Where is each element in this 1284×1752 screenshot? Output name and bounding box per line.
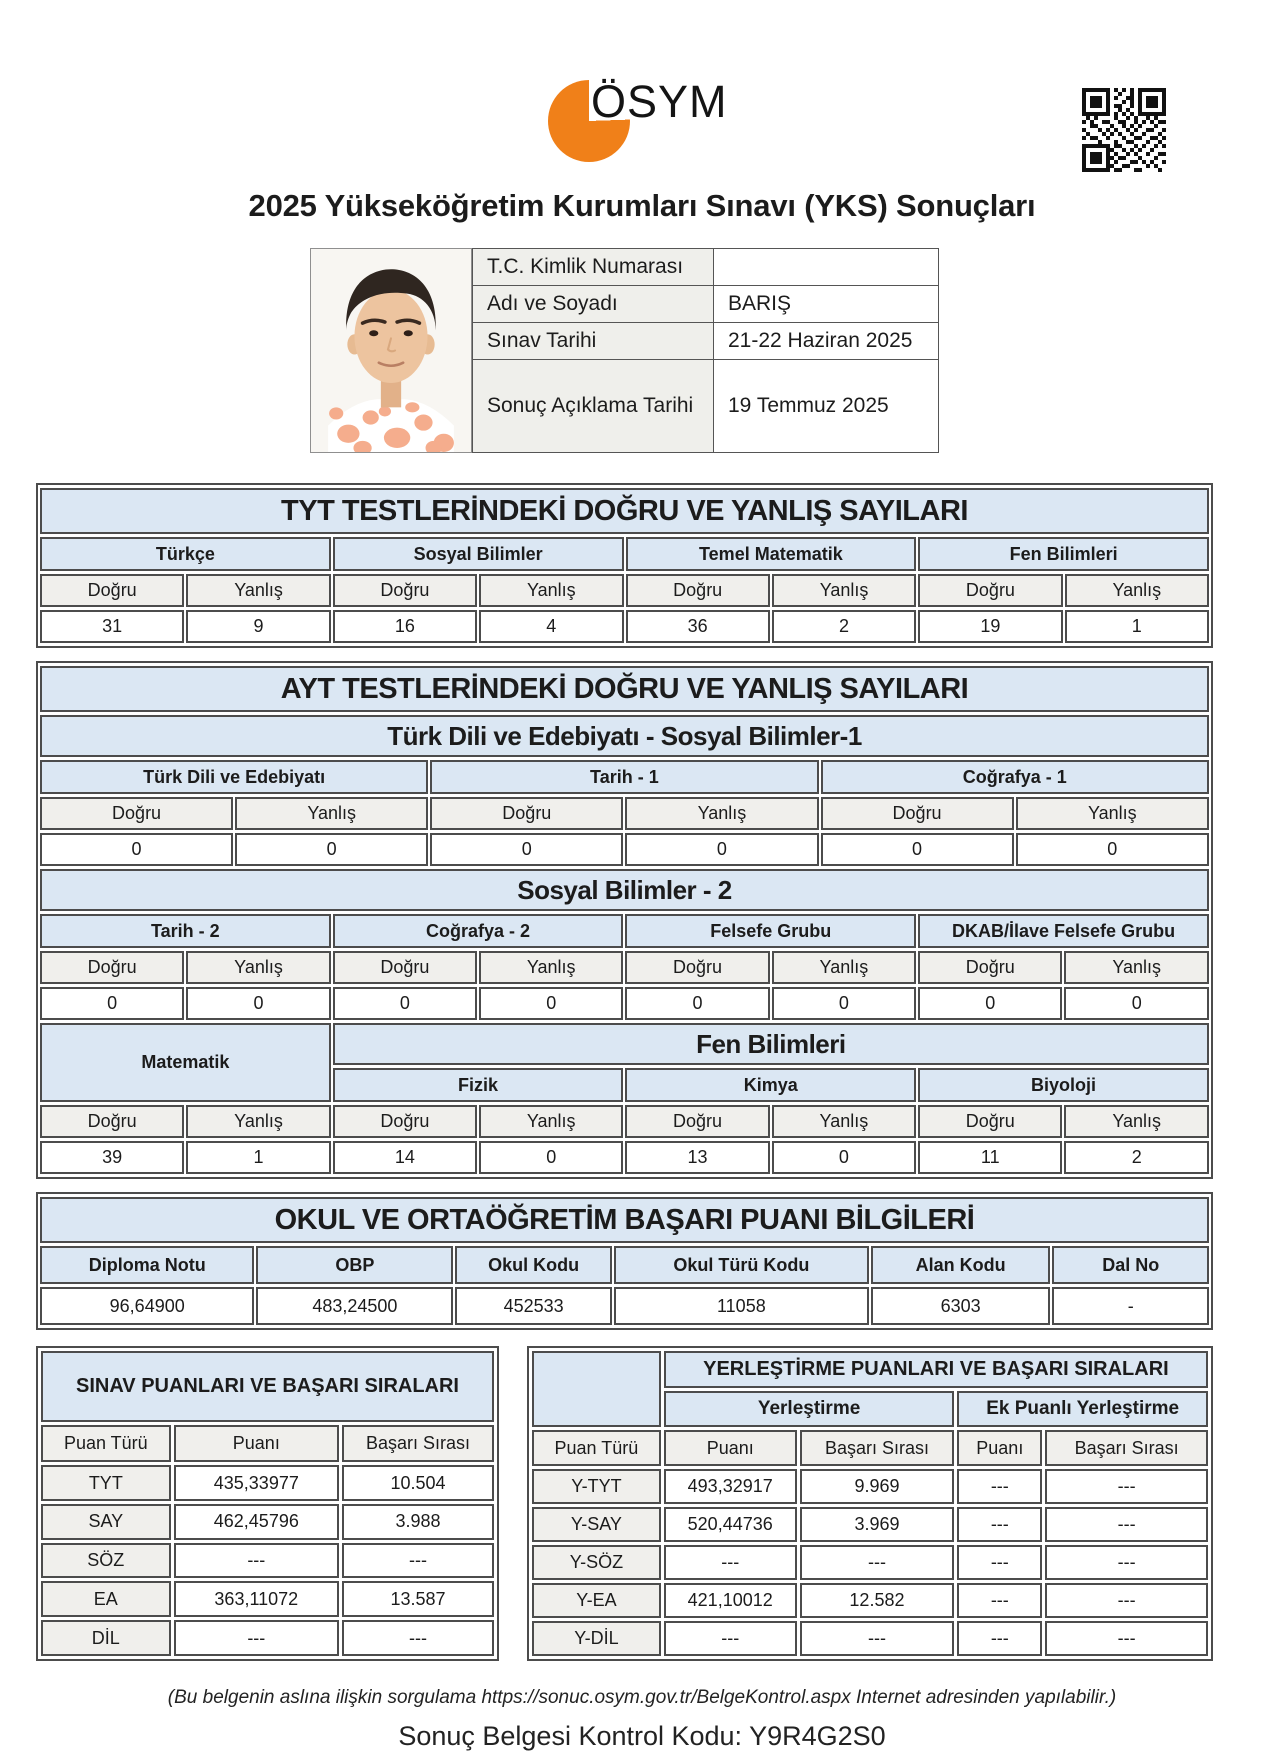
- dogru-value: 13: [625, 1141, 769, 1174]
- group-header: Ek Puanlı Yerleştirme: [957, 1391, 1208, 1427]
- table-row: [532, 1583, 1208, 1618]
- table-row: [40, 1023, 1209, 1065]
- group-header: Yerleştirme: [664, 1391, 955, 1427]
- puan-value: 435,33977: [174, 1465, 339, 1501]
- dogru-label: Doğru: [40, 574, 184, 607]
- field-label: Adı ve Soyadı: [473, 286, 714, 323]
- column-header: Puanı: [664, 1430, 797, 1466]
- table-row: [41, 1543, 494, 1579]
- field-label: Sınav Tarihi: [473, 323, 714, 360]
- dogru-label: Doğru: [430, 797, 623, 830]
- sira-value: 12.582: [800, 1583, 955, 1618]
- yanlis-label: Yanlış: [1016, 797, 1209, 830]
- yanlis-label: Yanlış: [1064, 1105, 1209, 1138]
- column-header: Puan Türü: [41, 1425, 171, 1462]
- puan-value: 363,11072: [174, 1581, 339, 1617]
- yanlis-label: Yanlış: [772, 1105, 916, 1138]
- column-header: Diploma Notu: [40, 1246, 254, 1284]
- column-header: Başarı Sırası: [1045, 1430, 1208, 1466]
- subsection-title: Türk Dili ve Edebiyatı - Sosyal Bilimler-1: [40, 715, 1209, 757]
- cell-value: 11058: [614, 1287, 869, 1325]
- table-row: [40, 914, 1209, 948]
- table-row: [473, 286, 939, 323]
- yanlis-value: 0: [1016, 833, 1209, 866]
- puan-value: 520,44736: [664, 1507, 797, 1542]
- dogru-label: Doğru: [40, 951, 184, 984]
- puan-turu: Y-TYT: [532, 1469, 661, 1504]
- puan-turu: DİL: [41, 1620, 171, 1656]
- yanlis-label: Yanlış: [1064, 951, 1209, 984]
- table-row: [40, 537, 1209, 571]
- table-row: [40, 610, 1209, 643]
- dogru-value: 0: [40, 833, 233, 866]
- personal-info-table: [472, 248, 939, 453]
- yerlestirme-puanlari-table: [527, 1346, 1213, 1661]
- ek-puan-value: ---: [957, 1545, 1042, 1580]
- column-header: Puanı: [957, 1430, 1042, 1466]
- section-title: SINAV PUANLARI VE BAŞARI SIRALARI: [41, 1351, 494, 1422]
- yanlis-label: Yanlış: [625, 797, 818, 830]
- dogru-value: 31: [40, 610, 184, 643]
- dogru-value: 0: [333, 987, 477, 1020]
- dogru-label: Doğru: [918, 951, 1062, 984]
- sira-value: ---: [800, 1545, 955, 1580]
- field-value: 21-22 Haziran 2025: [714, 323, 939, 360]
- tyt-results-table: [36, 483, 1213, 648]
- table-row: [473, 360, 939, 453]
- table-row: [40, 833, 1209, 866]
- yanlis-value: 1: [186, 1141, 330, 1174]
- verification-note: (Bu belgenin aslına ilişkin sorgulama https://sonuc.osym.gov.tr/BelgeKontrol.aspx Internet adresinden yapılabilir.): [167, 1687, 1117, 1708]
- table-row: [532, 1469, 1208, 1504]
- puan-turu: Y-SAY: [532, 1507, 661, 1542]
- dogru-value: 11: [918, 1141, 1062, 1174]
- ek-sira-value: ---: [1045, 1545, 1208, 1580]
- yanlis-label: Yanlış: [479, 1105, 623, 1138]
- score-tables-section: [36, 1346, 1284, 1661]
- subject-header: Türk Dili ve Edebiyatı: [40, 760, 428, 794]
- dogru-label: Doğru: [918, 574, 1062, 607]
- ek-sira-value: ---: [1045, 1583, 1208, 1618]
- dogru-value: 0: [821, 833, 1014, 866]
- sira-value: 3.969: [800, 1507, 955, 1542]
- table-row: [40, 574, 1209, 607]
- dogru-value: 36: [626, 610, 770, 643]
- sira-value: ---: [342, 1543, 494, 1579]
- puan-turu: Y-SÖZ: [532, 1545, 661, 1580]
- sira-value: ---: [342, 1620, 494, 1656]
- subject-header: Fen Bilimleri: [918, 537, 1209, 571]
- yanlis-value: 0: [1064, 987, 1209, 1020]
- table-row: [532, 1351, 1208, 1388]
- puan-turu: Y-EA: [532, 1583, 661, 1618]
- sira-value: 13.587: [342, 1581, 494, 1617]
- subject-header: Coğrafya - 1: [821, 760, 1210, 794]
- dogru-value: 0: [430, 833, 623, 866]
- dogru-label: Doğru: [333, 574, 477, 607]
- puan-turu: SAY: [41, 1504, 171, 1540]
- personal-info-section: [310, 248, 1284, 453]
- yanlis-value: 0: [235, 833, 428, 866]
- yanlis-value: 1: [1065, 610, 1209, 643]
- dogru-value: 19: [918, 610, 1062, 643]
- sinav-puanlari-table: [36, 1346, 499, 1661]
- table-row: [532, 1545, 1208, 1580]
- ek-puan-value: ---: [957, 1507, 1042, 1542]
- table-row: [40, 488, 1209, 534]
- subsection-title: Fen Bilimleri: [333, 1023, 1209, 1065]
- dogru-label: Doğru: [626, 574, 770, 607]
- ek-sira-value: ---: [1045, 1507, 1208, 1542]
- yanlis-label: Yanlış: [772, 574, 916, 607]
- subject-header: DKAB/İlave Felsefe Grubu: [918, 914, 1209, 948]
- table-row: [41, 1351, 494, 1422]
- table-row: [40, 951, 1209, 984]
- cell-value: -: [1052, 1287, 1209, 1325]
- sira-value: 9.969: [800, 1469, 955, 1504]
- column-header: Okul Türü Kodu: [614, 1246, 869, 1284]
- yanlis-value: 0: [186, 987, 330, 1020]
- table-row: [40, 666, 1209, 712]
- table-row: [473, 249, 939, 286]
- field-value: 19 Temmuz 2025: [714, 360, 939, 453]
- table-row: [532, 1621, 1208, 1656]
- table-row: [41, 1620, 494, 1656]
- qr-code-icon: [1082, 88, 1166, 172]
- subject-header: Coğrafya - 2: [333, 914, 624, 948]
- osym-logo-text: ÖSYM: [591, 76, 728, 127]
- yanlis-label: Yanlış: [772, 951, 916, 984]
- yanlis-value: 0: [625, 833, 818, 866]
- table-row: [41, 1465, 494, 1501]
- puan-value: 462,45796: [174, 1504, 339, 1540]
- cell-value: 6303: [871, 1287, 1051, 1325]
- column-header: Dal No: [1052, 1246, 1209, 1284]
- column-header: OBP: [256, 1246, 453, 1284]
- ek-sira-value: ---: [1045, 1621, 1208, 1656]
- subject-header: Temel Matematik: [626, 537, 917, 571]
- ek-puan-value: ---: [957, 1583, 1042, 1618]
- column-header: Başarı Sırası: [800, 1430, 955, 1466]
- dogru-value: 0: [918, 987, 1062, 1020]
- page-title: 2025 Yükseköğretim Kurumları Sınavı (YKS) Sonuçları: [248, 188, 1036, 223]
- table-row: [473, 323, 939, 360]
- dogru-label: Doğru: [625, 1105, 769, 1138]
- qr-code-image: [1082, 88, 1166, 172]
- column-header: Alan Kodu: [871, 1246, 1051, 1284]
- puan-turu: EA: [41, 1581, 171, 1617]
- yanlis-value: 9: [186, 610, 330, 643]
- table-row: [40, 869, 1209, 911]
- ek-puan-value: ---: [957, 1469, 1042, 1504]
- field-label: Sonuç Açıklama Tarihi: [473, 360, 714, 453]
- column-header: Puan Türü: [532, 1430, 661, 1466]
- dogru-value: 0: [40, 987, 184, 1020]
- yanlis-value: 2: [1064, 1141, 1209, 1174]
- puan-value: ---: [174, 1620, 339, 1656]
- subject-header: Fizik: [333, 1068, 624, 1102]
- sira-value: 10.504: [342, 1465, 494, 1501]
- puan-turu: TYT: [41, 1465, 171, 1501]
- portrait-photo: [310, 248, 472, 453]
- column-header: Başarı Sırası: [342, 1425, 494, 1462]
- osym-logo: [548, 76, 778, 176]
- field-label: T.C. Kimlik Numarası: [473, 249, 714, 286]
- column-header: Okul Kodu: [455, 1246, 611, 1284]
- subject-header: Tarih - 1: [430, 760, 818, 794]
- yanlis-label: Yanlış: [479, 574, 623, 607]
- subject-header: Tarih - 2: [40, 914, 331, 948]
- table-row: [40, 1246, 1209, 1284]
- table-row: [40, 1197, 1209, 1243]
- section-title: YERLEŞTİRME PUANLARI VE BAŞARI SIRALARI: [664, 1351, 1208, 1388]
- dogru-value: 39: [40, 1141, 184, 1174]
- ek-sira-value: ---: [1045, 1469, 1208, 1504]
- portrait-photo-image: [311, 249, 471, 452]
- yanlis-value: 0: [772, 987, 916, 1020]
- dogru-label: Doğru: [40, 797, 233, 830]
- ayt-results-table: [36, 661, 1213, 1179]
- yanlis-label: Yanlış: [235, 797, 428, 830]
- sira-value: 3.988: [342, 1504, 494, 1540]
- table-row: [532, 1430, 1208, 1466]
- dogru-value: 16: [333, 610, 477, 643]
- puan-turu: Y-DİL: [532, 1621, 661, 1656]
- table-row: [40, 715, 1209, 757]
- cell-value: 452533: [455, 1287, 611, 1325]
- dogru-label: Doğru: [625, 951, 769, 984]
- cell-value: 96,64900: [40, 1287, 254, 1325]
- subject-header: Türkçe: [40, 537, 331, 571]
- table-row: [532, 1507, 1208, 1542]
- cell-value: 483,24500: [256, 1287, 453, 1325]
- dogru-label: Doğru: [333, 951, 477, 984]
- table-row: [40, 1105, 1209, 1138]
- control-code-line: Sonuç Belgesi Kontrol Kodu: Y9R4G2S0: [398, 1721, 886, 1751]
- yanlis-value: 4: [479, 610, 623, 643]
- dogru-value: 0: [625, 987, 769, 1020]
- yanlis-value: 0: [772, 1141, 916, 1174]
- dogru-label: Doğru: [333, 1105, 477, 1138]
- dogru-label: Doğru: [918, 1105, 1062, 1138]
- column-header: Puanı: [174, 1425, 339, 1462]
- yanlis-value: 0: [479, 987, 623, 1020]
- table-row: [41, 1581, 494, 1617]
- dogru-label: Doğru: [40, 1105, 184, 1138]
- table-row: [41, 1504, 494, 1540]
- section-title: AYT TESTLERİNDEKİ DOĞRU VE YANLIŞ SAYILARI: [40, 666, 1209, 712]
- yanlis-value: 0: [479, 1141, 623, 1174]
- dogru-value: 14: [333, 1141, 477, 1174]
- section-title: TYT TESTLERİNDEKİ DOĞRU VE YANLIŞ SAYILARI: [40, 488, 1209, 534]
- table-row: [40, 987, 1209, 1020]
- yanlis-label: Yanlış: [479, 951, 623, 984]
- subject-header: Biyoloji: [918, 1068, 1209, 1102]
- subject-header: Felsefe Grubu: [625, 914, 916, 948]
- table-row: [40, 760, 1209, 794]
- yanlis-label: Yanlış: [186, 951, 330, 984]
- puan-value: ---: [664, 1621, 797, 1656]
- section-title: OKUL VE ORTAÖĞRETİM BAŞARI PUANI BİLGİLERİ: [40, 1197, 1209, 1243]
- yanlis-label: Yanlış: [186, 1105, 330, 1138]
- table-row: [41, 1425, 494, 1462]
- yanlis-label: Yanlış: [1065, 574, 1209, 607]
- document-header: [0, 0, 1284, 178]
- dogru-label: Doğru: [821, 797, 1014, 830]
- subsection-title: Sosyal Bilimler - 2: [40, 869, 1209, 911]
- table-row: [40, 797, 1209, 830]
- empty-header-cell: [532, 1351, 661, 1427]
- yanlis-label: Yanlış: [186, 574, 330, 607]
- table-row: [40, 1141, 1209, 1174]
- field-value: [714, 249, 939, 286]
- puan-value: 421,10012: [664, 1583, 797, 1618]
- subject-header: Kimya: [625, 1068, 916, 1102]
- puan-value: ---: [174, 1543, 339, 1579]
- yanlis-value: 2: [772, 610, 916, 643]
- puan-turu: SÖZ: [41, 1543, 171, 1579]
- subject-header: Matematik: [40, 1023, 331, 1102]
- sira-value: ---: [800, 1621, 955, 1656]
- ek-puan-value: ---: [957, 1621, 1042, 1656]
- subject-header: Sosyal Bilimler: [333, 537, 624, 571]
- okul-basari-table: [36, 1192, 1213, 1330]
- table-row: [40, 1287, 1209, 1325]
- field-value: BARIŞ: [714, 286, 939, 323]
- puan-value: ---: [664, 1545, 797, 1580]
- puan-value: 493,32917: [664, 1469, 797, 1504]
